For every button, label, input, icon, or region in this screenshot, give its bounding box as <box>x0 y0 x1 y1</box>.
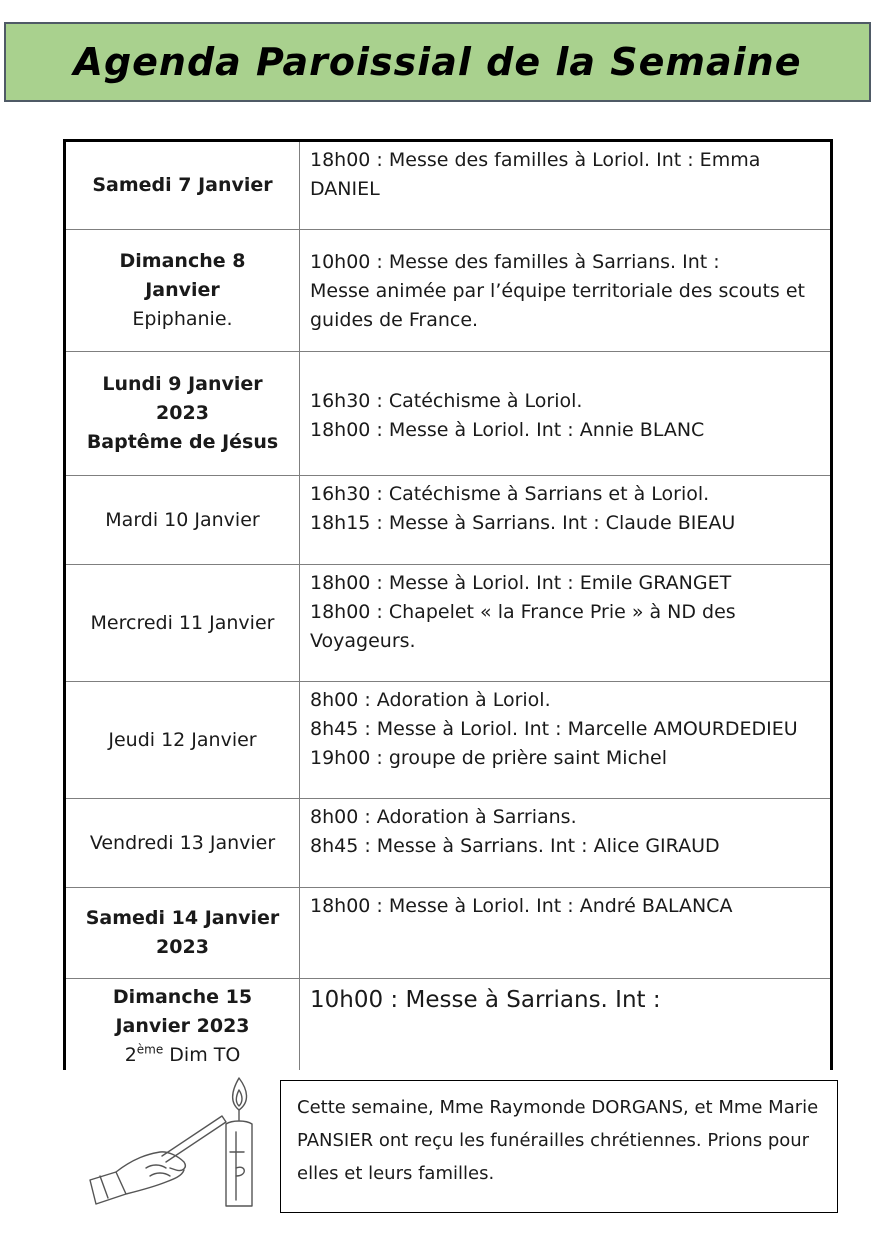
event-line: 8h45 : Messe à Sarrians. Int : Alice GIRAUD <box>310 835 720 857</box>
agenda-events-cell <box>300 979 832 1071</box>
agenda-day-cell <box>65 230 300 352</box>
page-title: Agenda Paroissial de la Semaine <box>73 40 802 84</box>
agenda-events-cell <box>300 476 832 565</box>
day-label: Janvier <box>145 279 220 301</box>
agenda-day-cell <box>65 141 300 230</box>
day-label: Samedi 14 Janvier <box>85 907 280 929</box>
notice-text: Cette semaine, Mme Raymonde DORGANS, et Mme Marie PANSIER ont reçu les funérailles chrétiennes. Prions pour elles et leurs familles. <box>297 1097 819 1184</box>
agenda-day-cell <box>65 476 300 565</box>
day-label: Dimanche 15 <box>112 986 253 1008</box>
day-label: Dimanche 8 <box>119 250 246 272</box>
event-line: 19h00 : groupe de prière saint Michel <box>310 747 668 769</box>
agenda-day-cell <box>65 888 300 979</box>
event-line: 18h00 : Messe à Loriol. Int : Annie BLANC <box>310 418 705 441</box>
event-line: 8h45 : Messe à Loriol. Int : Marcelle AMOURDEDIEU <box>310 718 798 740</box>
event-line: 18h00 : Messe à Loriol. Int : Emile GRANGET <box>310 572 732 594</box>
agenda-events-cell <box>300 565 832 682</box>
notice-box <box>280 1080 838 1213</box>
day-subtitle: Epiphanie. <box>132 308 233 330</box>
agenda-events-cell <box>300 682 832 799</box>
day-label: Vendredi 13 Janvier <box>89 831 276 854</box>
agenda-row <box>65 352 832 476</box>
event-line: 18h00 : Messe à Loriol. Int : André BALANCA <box>310 895 733 917</box>
event-line: 16h30 : Catéchisme à Loriol. <box>310 389 583 412</box>
agenda-row <box>65 799 832 888</box>
agenda-day-cell <box>65 565 300 682</box>
agenda-row <box>65 141 832 230</box>
day-label: Baptême de Jésus <box>86 431 279 453</box>
page-header <box>4 22 871 102</box>
agenda-row <box>65 979 832 1071</box>
event-line: 18h00 : Chapelet « la France Prie » à ND des Voyageurs. <box>310 601 736 652</box>
event-line: 16h30 : Catéchisme à Sarrians et à Loriol. <box>310 483 710 505</box>
agenda-events-cell <box>300 799 832 888</box>
agenda-day-cell <box>65 979 300 1071</box>
agenda-events-cell <box>300 888 832 979</box>
agenda-row <box>65 230 832 352</box>
hand-lighting-candle-icon <box>86 1072 266 1212</box>
day-label: 2023 <box>156 402 209 424</box>
agenda-row <box>65 565 832 682</box>
day-subtitle: 2ème Dim TO <box>124 1042 241 1066</box>
event-line: 10h00 : Messe à Sarrians. Int : <box>310 987 661 1013</box>
event-line: Messe animée par l’équipe territoriale des scouts et guides de France. <box>310 280 805 331</box>
agenda-row <box>65 888 832 979</box>
agenda-table <box>63 139 833 1070</box>
agenda-row <box>65 476 832 565</box>
agenda-events-cell <box>300 352 832 476</box>
agenda-row <box>65 682 832 799</box>
day-label: Lundi 9 Janvier <box>102 373 263 395</box>
agenda-events-cell <box>300 141 832 230</box>
agenda-day-cell <box>65 682 300 799</box>
agenda-events-cell <box>300 230 832 352</box>
day-label: Mardi 10 Janvier <box>105 508 260 531</box>
event-line: 18h00 : Messe des familles à Loriol. Int : Emma DANIEL <box>310 149 761 200</box>
agenda-day-cell <box>65 799 300 888</box>
day-label: Samedi 7 Janvier <box>92 174 273 196</box>
day-label: Jeudi 12 Janvier <box>108 728 257 751</box>
day-label: Janvier 2023 <box>115 1015 250 1037</box>
day-label: Mercredi 11 Janvier <box>90 611 275 634</box>
event-line: 8h00 : Adoration à Loriol. <box>310 689 551 711</box>
agenda-day-cell <box>65 352 300 476</box>
event-line: 8h00 : Adoration à Sarrians. <box>310 806 577 828</box>
event-line: 18h15 : Messe à Sarrians. Int : Claude BIEAU <box>310 512 736 534</box>
event-line: 10h00 : Messe des familles à Sarrians. Int : <box>310 251 720 273</box>
day-label: 2023 <box>156 936 209 958</box>
